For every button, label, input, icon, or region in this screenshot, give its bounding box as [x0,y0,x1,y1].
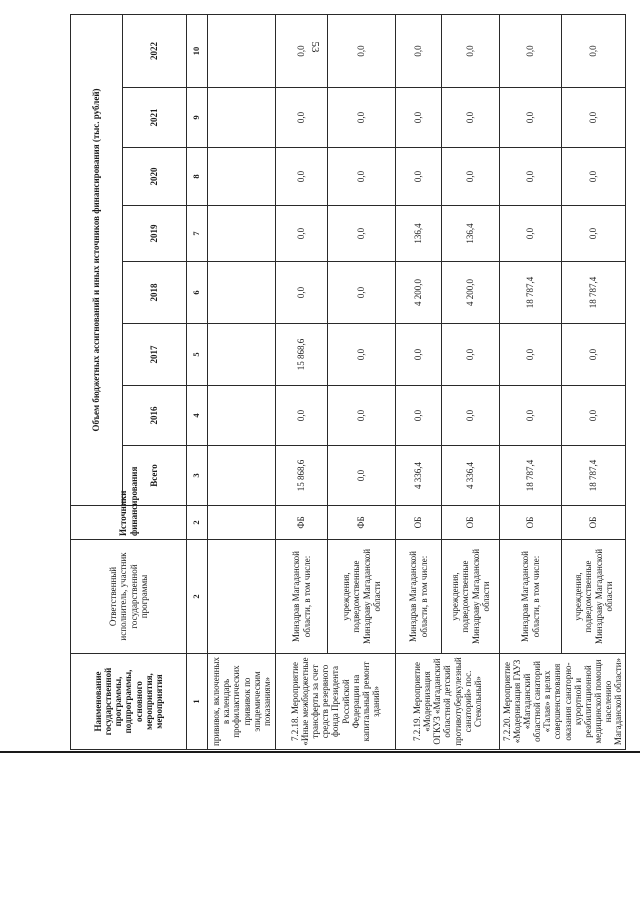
cell-name: 7.2.18. Мероприятие «Иные межбюджетные трансферты за счет средств резервного фонда Президента Российской Федерации на капитальный ремонт зданий» [276,654,396,750]
cell-value: 4 336,4 [442,446,500,506]
table-row [396,14,442,749]
column-number: 3 [187,446,208,506]
header-year: 2021 [123,88,187,148]
cell-value: 18 787,4 [562,446,626,506]
cell-value: 18 787,4 [500,262,562,324]
cell-source: ОБ [442,506,500,540]
cell-value: 0,0 [500,386,562,446]
cell-value: 0,0 [500,14,562,87]
cell-source: ФБ [276,506,328,540]
table-row [328,14,396,749]
header-year: 2019 [123,206,187,262]
column-number: 8 [187,148,208,206]
cell-value: 0,0 [442,14,500,87]
cell-value: 0,0 [500,88,562,148]
cell-value: 0,0 [396,88,442,148]
cell-value: 0,0 [276,14,328,87]
cell-name: 7.2.19. Мероприятие «Модернизация ОГКУЗ «Магаданский областной детский противотуберкулезный санаторий» пос. Стекольный» [396,654,500,750]
cell-value: 0,0 [276,88,328,148]
cell-value: 0,0 [562,88,626,148]
cell-value: 0,0 [396,324,442,386]
cell-value: 4 336,4 [396,446,442,506]
header-year: 2022 [123,14,187,87]
cell-executor: учреждения, подведомственные Минздраву Магаданской области [562,540,626,654]
table-row [562,14,626,749]
column-number: 2 [187,506,208,540]
header-executor: Ответственный исполнитель, участник государственной программы [71,540,187,654]
column-number: 6 [187,262,208,324]
cell-value: 0,0 [562,148,626,206]
cell-value: 0,0 [562,386,626,446]
table-row [500,14,562,749]
cell-value: 0,0 [276,386,328,446]
cell-executor [208,540,276,654]
cell-value: 4 200,0 [442,262,500,324]
column-number: 10 [187,14,208,87]
cell-value: 0,0 [562,324,626,386]
header-name: Наименование государственной программы, подпрограммы, основного мероприятия, мероприятия [71,654,187,750]
header-volume-group: Объем бюджетных ассигнований и иных источников финансирования (тыс. рублей) [71,14,123,505]
cell-value [208,262,276,324]
cell-value: 0,0 [500,206,562,262]
cell-value: 18 787,4 [500,446,562,506]
cell-source [208,506,276,540]
cell-value: 18 787,4 [562,262,626,324]
cell-value [208,14,276,87]
header-year: 2020 [123,148,187,206]
document-page [70,15,623,750]
cell-value [208,148,276,206]
cell-value: 0,0 [396,148,442,206]
cell-value: 0,0 [328,324,396,386]
cell-value: 0,0 [562,206,626,262]
cell-name: прививок, включенных в календарь профилактических прививок по эпидемическим показаниям» [208,654,276,750]
column-number: 1 [187,654,208,750]
table-row [276,14,328,749]
cell-executor: учреждения, подведомственные Минздраву Магаданской области [328,540,396,654]
financing-table [70,14,626,750]
header-year: 2018 [123,262,187,324]
cell-value [208,206,276,262]
cell-source: ОБ [396,506,442,540]
cell-value: 0,0 [328,88,396,148]
cell-value: 0,0 [500,324,562,386]
table-row [442,14,500,749]
cell-value: 0,0 [396,14,442,87]
cell-value: 0,0 [442,148,500,206]
cell-value: 0,0 [328,262,396,324]
header-year: 2016 [123,386,187,446]
column-number: 9 [187,88,208,148]
cell-value: 15 868,6 [276,324,328,386]
cell-value: 0,0 [276,262,328,324]
cell-value: 0,0 [328,148,396,206]
cell-value: 136,4 [396,206,442,262]
page-number: 53 [309,41,321,53]
cell-value: 0,0 [328,386,396,446]
cell-source: ОБ [500,506,562,540]
cell-value [208,386,276,446]
rotated-table-container [70,15,623,750]
column-number: 7 [187,206,208,262]
scan-edge-line [0,751,640,753]
header-year: 2017 [123,324,187,386]
cell-value: 0,0 [442,88,500,148]
cell-executor: Минздрав Магаданской области, в том числе: [500,540,562,654]
cell-value: 0,0 [276,148,328,206]
table-row [208,14,276,749]
cell-value [208,446,276,506]
cell-value: 0,0 [328,206,396,262]
header-total: Всего [123,446,187,506]
cell-value [208,324,276,386]
cell-name: 7.2.20. Мероприятие «Модернизация ГАУЗ «Магаданский областной санаторий «Талая» в целях совершенствования оказания санаторно-курортной и реабилитационной медицинской помощи населению Магаданской области» [500,654,626,750]
cell-value: 0,0 [442,386,500,446]
cell-value: 0,0 [562,14,626,87]
cell-value: 0,0 [442,324,500,386]
column-number: 2 [187,540,208,654]
column-number: 4 [187,386,208,446]
cell-value: 15 868,6 [276,446,328,506]
cell-value: 136,4 [442,206,500,262]
cell-value: 0,0 [500,148,562,206]
cell-executor: Минздрав Магаданской области, в том числе: [396,540,442,654]
cell-source: ОБ [562,506,626,540]
cell-value: 4 200,0 [396,262,442,324]
cell-value: 0,0 [276,206,328,262]
cell-value: 0,0 [328,14,396,87]
cell-value: 0,0 [396,386,442,446]
cell-source: ФБ [328,506,396,540]
cell-value [208,88,276,148]
cell-value: 0,0 [328,446,396,506]
cell-executor: Минздрав Магаданской области, в том числе: [276,540,328,654]
column-number: 5 [187,324,208,386]
cell-executor: учреждения, подведомственные Минздраву Магаданской области [442,540,500,654]
header-source: Источники финансирования [71,506,187,540]
